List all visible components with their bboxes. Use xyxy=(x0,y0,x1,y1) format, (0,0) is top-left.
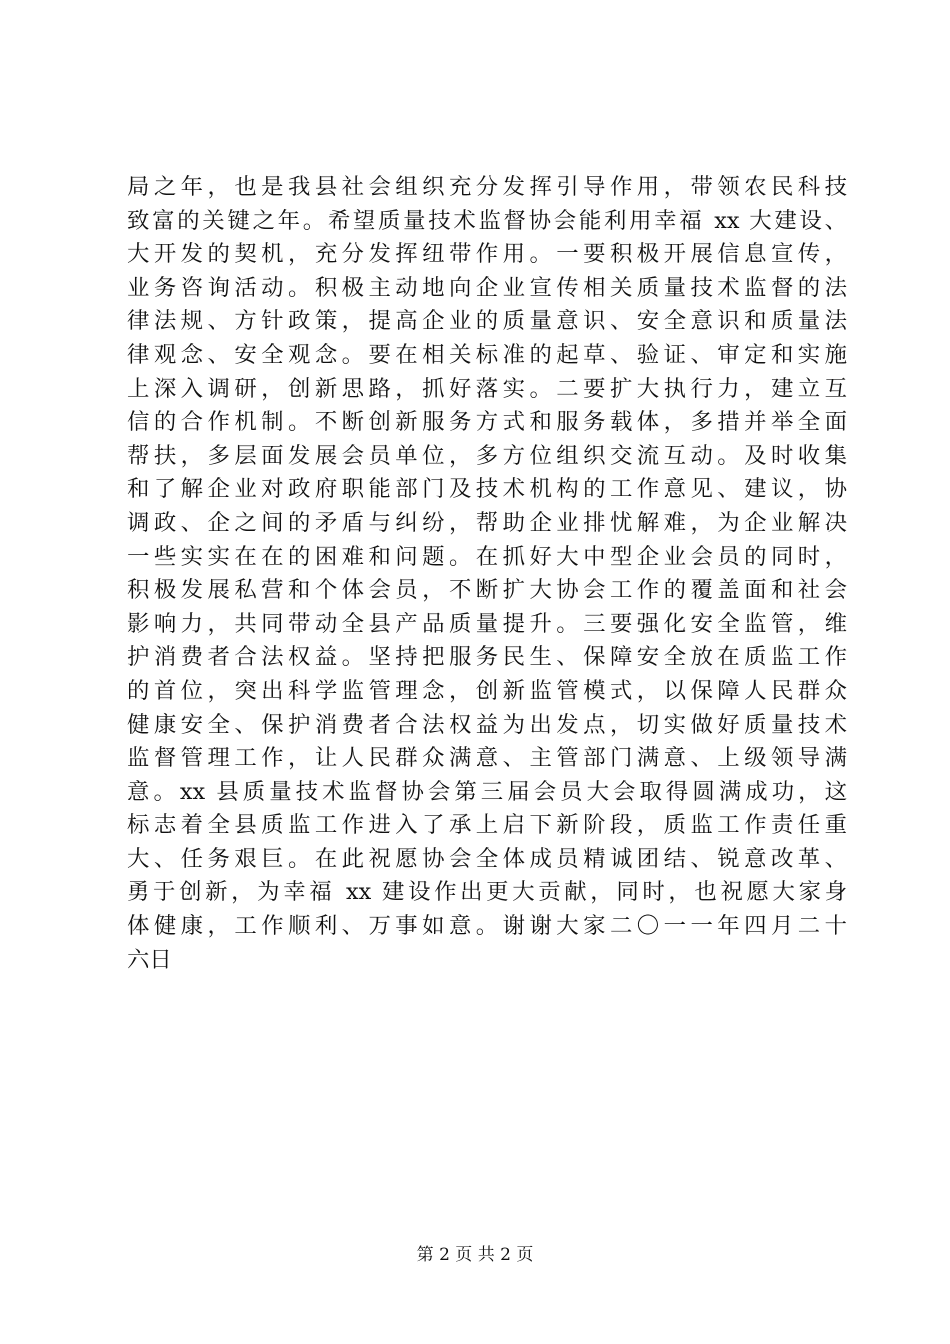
text-line: 和了解企业对政府职能部门及技术机构的工作意见、建议，协 xyxy=(127,476,847,503)
text-line: 大、任务艰巨。在此祝愿协会全体成员精诚团结、锐意改革、 xyxy=(127,845,847,872)
page-number: 第 2 页 共 2 页 xyxy=(416,1245,534,1265)
text-line: 勇于创新，为幸福 xx 建设作出更大贡献，同时，也祝愿大家身 xyxy=(127,879,847,906)
text-line: 监督管理工作，让人民群众满意、主管部门满意、上级领导满 xyxy=(127,745,847,772)
text-line: 积极发展私营和个体会员，不断扩大协会工作的覆盖面和社会 xyxy=(127,577,847,604)
text-line: 意。xx 县质量技术监督协会第三届会员大会取得圆满成功，这 xyxy=(127,778,847,805)
text-line: 大开发的契机，充分发挥纽带作用。一要积极开展信息宣传， xyxy=(127,241,847,268)
text-line: 护消费者合法权益。坚持把服务民生、保障安全放在质监工作 xyxy=(127,644,847,671)
body-text xyxy=(127,171,847,977)
text-line: 调政、企之间的矛盾与纠纷，帮助企业排忧解难，为企业解决 xyxy=(127,509,847,536)
text-line: 信的合作机制。不断创新服务方式和服务载体，多措并举全面 xyxy=(127,409,847,436)
text-line: 局之年，也是我县社会组织充分发挥引导作用，带领农民科技 xyxy=(127,174,847,200)
text-line: 致富的关键之年。希望质量技术监督协会能利用幸福 xx 大建设、 xyxy=(127,207,847,234)
text-line: 业务咨询活动。积极主动地向企业宣传相关质量技术监督的法 xyxy=(127,274,847,301)
text-line: 上深入调研，创新思路，抓好落实。二要扩大执行力，建立互 xyxy=(127,375,847,402)
page-footer xyxy=(0,1244,950,1266)
text-line: 的首位，突出科学监管理念，创新监管模式，以保障人民群众 xyxy=(127,677,847,704)
text-line: 标志着全县质监工作进入了承上启下新阶段，质监工作责任重 xyxy=(127,812,847,839)
text-line: 帮扶，多层面发展会员单位，多方位组织交流互动。及时收集 xyxy=(127,442,847,469)
text-line: 一些实实在在的困难和问题。在抓好大中型企业会员的同时， xyxy=(127,543,847,570)
text-line: 律法规、方针政策，提高企业的质量意识、安全意识和质量法 xyxy=(127,308,847,335)
text-line: 体健康，工作顺利、万事如意。谢谢大家二〇一一年四月二十 xyxy=(127,913,847,940)
text-line: 六日 xyxy=(127,946,172,973)
text-line: 健康安全、保护消费者合法权益为出发点，切实做好质量技术 xyxy=(127,711,847,738)
text-line: 影响力，共同带动全县产品质量提升。三要强化安全监管，维 xyxy=(127,610,847,637)
text-line: 律观念、安全观念。要在相关标准的起草、验证、审定和实施 xyxy=(127,341,847,368)
